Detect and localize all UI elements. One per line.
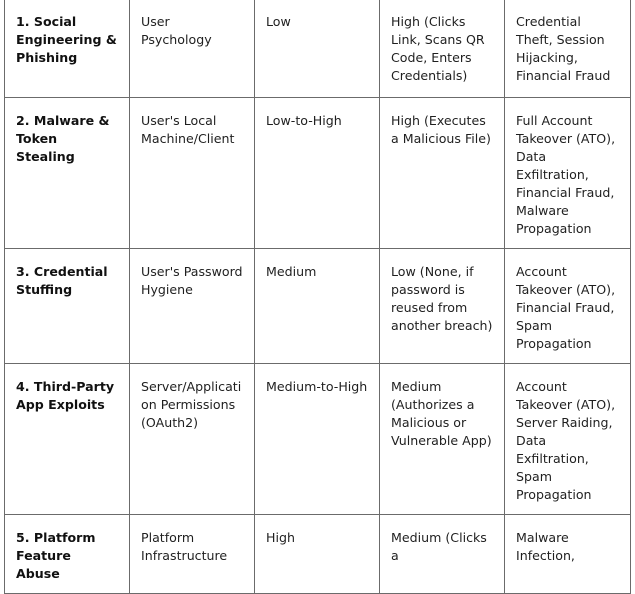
attack-vector-cell: 2. Malware & Token Stealing bbox=[5, 98, 130, 249]
primary-target-cell: User Psychology bbox=[130, 0, 255, 98]
impact-cell: Credential Theft, Session Hijacking, Financial Fraud bbox=[505, 0, 631, 98]
table-row bbox=[5, 0, 631, 98]
impact-cell: Malware Infection, bbox=[505, 515, 631, 594]
skill-level-cell: High bbox=[255, 515, 380, 594]
primary-target-cell: User's Password Hygiene bbox=[130, 249, 255, 364]
user-interaction-cell: Low (None, if password is reused from another breach) bbox=[380, 249, 505, 364]
primary-target-cell: Platform Infrastructure bbox=[130, 515, 255, 594]
user-interaction-cell: High (Executes a Malicious File) bbox=[380, 98, 505, 249]
impact-cell: Account Takeover (ATO), Financial Fraud, Spam Propagation bbox=[505, 249, 631, 364]
user-interaction-cell: High (Clicks Link, Scans QR Code, Enters Credentials) bbox=[380, 0, 505, 98]
skill-level-cell: Medium-to-High bbox=[255, 364, 380, 515]
attack-vector-cell: 4. Third-Party App Exploits bbox=[5, 364, 130, 515]
table-row bbox=[5, 364, 631, 515]
skill-level-cell: Low-to-High bbox=[255, 98, 380, 249]
user-interaction-cell: Medium (Clicks a bbox=[380, 515, 505, 594]
skill-level-cell: Medium bbox=[255, 249, 380, 364]
primary-target-cell: User's Local Machine/Client bbox=[130, 98, 255, 249]
attack-vector-cell: 3. Credential Stuffing bbox=[5, 249, 130, 364]
attack-vector-cell: 5. Platform Feature Abuse bbox=[5, 515, 130, 594]
table-row bbox=[5, 249, 631, 364]
skill-level-cell: Low bbox=[255, 0, 380, 98]
impact-cell: Full Account Takeover (ATO), Data Exfiltration, Financial Fraud, Malware Propagation bbox=[505, 98, 631, 249]
attack-vector-cell: 1. Social Engineering & Phishing bbox=[5, 0, 130, 98]
table-row bbox=[5, 98, 631, 249]
threat-comparison-table bbox=[4, 0, 631, 594]
primary-target-cell: Server/Application Permissions (OAuth2) bbox=[130, 364, 255, 515]
table-row bbox=[5, 515, 631, 594]
impact-cell: Account Takeover (ATO), Server Raiding, Data Exfiltration, Spam Propagation bbox=[505, 364, 631, 515]
user-interaction-cell: Medium (Authorizes a Malicious or Vulnerable App) bbox=[380, 364, 505, 515]
